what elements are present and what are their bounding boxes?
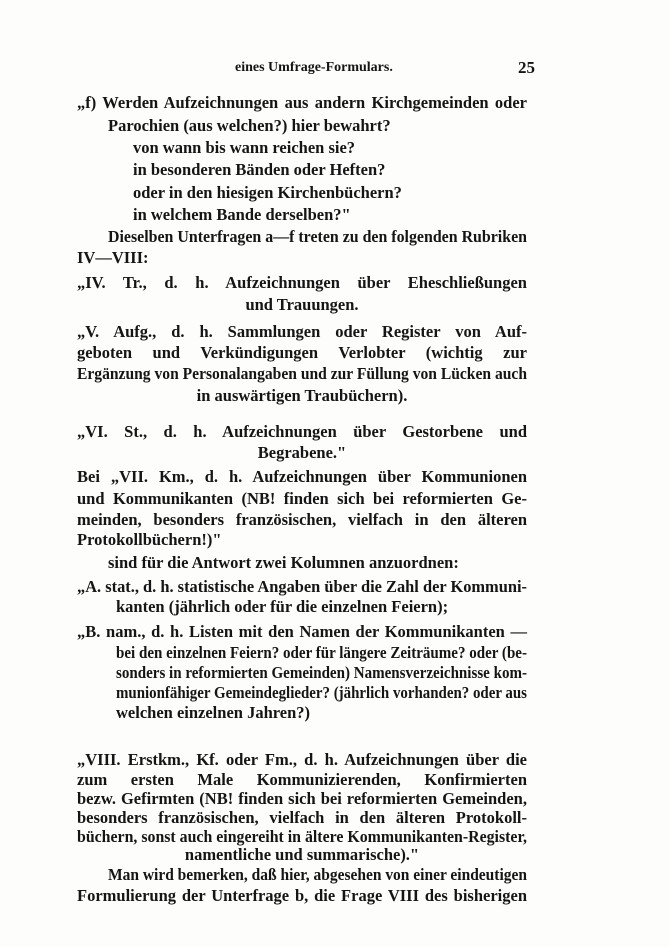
text-line-content: Ergänzung von Personalangaben und zur Füllung von Lücken auch <box>77 364 528 383</box>
text-line-content: Dieselben Unterfragen a—f treten zu den folgenden Rubriken <box>108 227 527 246</box>
text-line <box>133 159 527 181</box>
text-line-content: sonders in reformierten Gemeinden) Namensverzeichnisse kom- <box>116 663 528 682</box>
text-line <box>77 342 527 364</box>
text-line <box>108 115 527 137</box>
text-line-content: oder in den hiesigen Kirchenbüchern? <box>133 183 402 202</box>
text-line-content: Protokollbüchern!)" <box>77 530 222 549</box>
text-line <box>116 662 527 684</box>
text-line-content: Parochien (aus welchen?) hier bewahrt? <box>108 116 391 135</box>
text-line-content: „A. stat., d. h. statistische Angaben über die Zahl der Kommuni- <box>77 577 527 596</box>
page-number: 25 <box>518 58 535 77</box>
text-line <box>77 844 527 866</box>
text-line-content: und Kommunikanten (NB! finden sich bei reformierten Ge- <box>77 489 527 508</box>
text-line-content: Man wird bemerken, daß hier, abgesehen von einer eindeutigen <box>108 865 527 884</box>
text-line-content: Formulierung der Unterfrage b, die Frage VIII des bisherigen <box>77 886 527 905</box>
text-line <box>108 226 527 248</box>
text-line-content: namentliche und summarische)." <box>184 845 420 864</box>
text-line <box>133 137 527 159</box>
text-line <box>77 885 527 907</box>
text-line <box>116 682 527 704</box>
text-line-content: in welchem Bande derselben?" <box>133 205 351 224</box>
text-line <box>116 596 527 618</box>
text-line-content: Begrabene." <box>257 443 347 462</box>
text-line-content: „V. Aufg., d. h. Sammlungen oder Register von Auf- <box>77 322 527 341</box>
text-line <box>116 702 527 724</box>
text-line <box>77 442 527 464</box>
text-line-content: welchen einzelnen Jahren?) <box>116 703 311 722</box>
text-line <box>77 272 527 294</box>
text-line <box>77 621 527 643</box>
text-line-content: munionfähiger Gemeindeglieder? (jährlich vorhanden? oder aus <box>116 683 527 702</box>
text-line-content: sind für die Antwort zwei Kolumnen anzuordnen: <box>108 553 459 572</box>
text-line <box>116 642 527 664</box>
text-line <box>77 247 527 269</box>
text-line <box>108 864 527 886</box>
text-line-content: bei den einzelnen Feiern? oder für längere Zeiträume? oder (be- <box>116 643 527 662</box>
text-line <box>77 509 527 531</box>
text-line <box>77 529 527 551</box>
text-line-content: kanten (jährlich oder für die einzelnen Feiern); <box>116 597 449 616</box>
text-line <box>133 182 527 204</box>
text-line-content: in auswärtigen Traubüchern). <box>196 386 408 405</box>
text-line-content: von wann bis wann reichen sie? <box>133 138 356 157</box>
text-line-content: bezw. Gefirmten (NB! finden sich bei reformierten Gemeinden, <box>77 789 527 808</box>
text-line-content: büchern, sonst auch eingereiht in ältere Kommunikanten-Register, <box>77 827 528 846</box>
text-line-content: Bei „VII. Km., d. h. Aufzeichnungen über Kommunionen <box>77 467 527 486</box>
text-line-content: in besonderen Bänden oder Heften? <box>133 160 386 179</box>
text-line <box>77 421 527 443</box>
text-line <box>77 294 527 316</box>
text-line-content: meinden, besonders französischen, vielfach in den älteren <box>77 510 527 529</box>
text-line-content: IV—VIII: <box>77 248 149 267</box>
text-line <box>77 385 527 407</box>
text-line <box>77 466 527 488</box>
text-line-content: und Trauungen. <box>245 295 359 314</box>
text-line <box>133 204 527 226</box>
text-line <box>77 321 527 343</box>
text-line-content: „f) Werden Aufzeichnungen aus andern Kirchgemeinden oder <box>77 93 527 112</box>
text-line <box>77 749 527 771</box>
text-line <box>77 363 527 385</box>
text-line-content: „B. nam., d. h. Listen mit den Namen der Kommunikanten — <box>77 622 527 641</box>
running-title: eines Umfrage-Formulars. <box>235 60 393 75</box>
text-line-content: „VIII. Erstkm., Kf. oder Fm., d. h. Aufzeichnungen über die <box>77 750 527 769</box>
text-line-content: geboten und Verkündigungen Verlobter (wichtig zur <box>77 343 527 362</box>
text-line <box>77 488 527 510</box>
text-line <box>77 576 527 598</box>
text-line-content: „VI. St., d. h. Aufzeichnungen über Gestorbene und <box>77 422 527 441</box>
text-line <box>108 552 527 574</box>
text-line-content: „IV. Tr., d. h. Aufzeichnungen über Eheschließungen <box>77 273 527 292</box>
text-line-content: besonders französischen, vielfach in den älteren Protokoll- <box>77 808 527 827</box>
text-line <box>77 92 527 114</box>
text-line-content: zum ersten Male Kommunizierenden, Konfirmierten <box>77 770 527 789</box>
